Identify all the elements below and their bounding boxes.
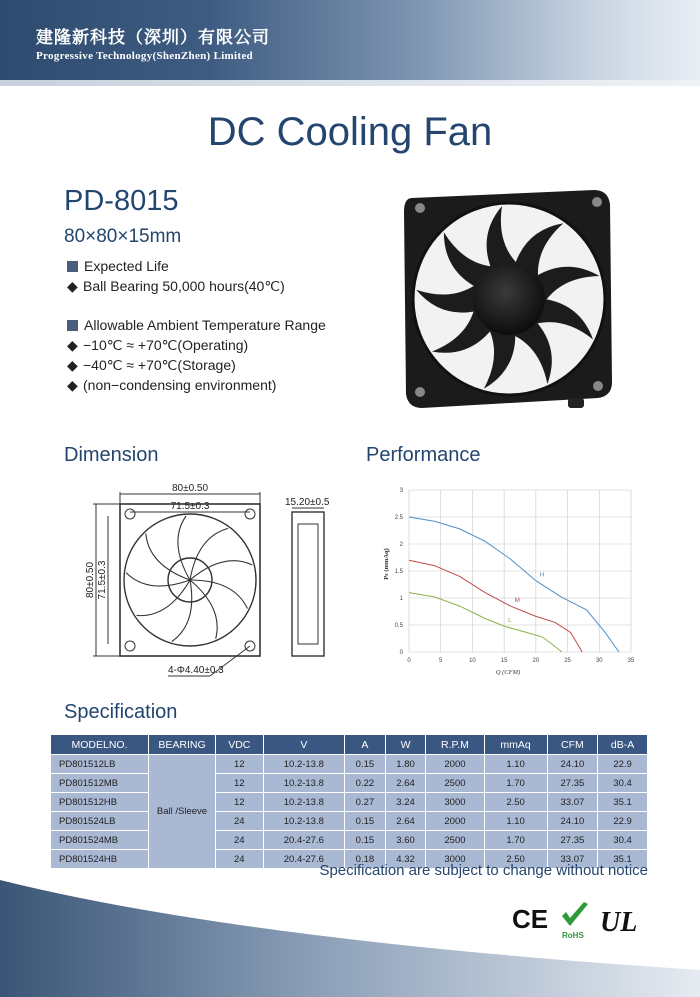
- col-header: dB-A: [598, 735, 648, 755]
- table-row: PD801512LB Ball /Sleeve 12 10.2-13.8 0.15 1.80 2000 1.10 24.10 22.9: [51, 755, 648, 774]
- feature-item: ◆ −10℃ ≈ +70℃(Operating): [67, 337, 249, 353]
- diamond-bullet-icon: ◆: [67, 377, 78, 393]
- col-header: A: [345, 735, 386, 755]
- model-number: PD-8015: [64, 185, 179, 217]
- y-tick-label: 1.5: [394, 569, 403, 575]
- chart-xlabel: Q (CFM): [495, 669, 521, 676]
- performance-heading: Performance: [366, 444, 481, 466]
- series-label-M: M: [514, 597, 520, 605]
- y-tick-label: 3: [399, 488, 403, 494]
- model-cell: PD801524LB: [51, 812, 149, 831]
- dimension-hole-spacing-x: 71.5±0.3: [170, 501, 210, 512]
- y-tick-label: 0.5: [394, 623, 403, 629]
- x-tick-label: 15: [500, 658, 508, 664]
- col-header: mmAq: [484, 735, 547, 755]
- specification-table: [50, 734, 648, 869]
- dimension-thickness: 15.20±0.5: [285, 497, 330, 508]
- chart-grid: [409, 490, 631, 652]
- x-tick-label: 25: [564, 658, 571, 664]
- y-tick-label: 0: [399, 650, 403, 656]
- performance-chart: [378, 482, 640, 678]
- series-line-L: [409, 593, 562, 652]
- square-bullet-icon: [67, 261, 78, 272]
- model-cell: PD801512LB: [51, 755, 149, 774]
- diamond-bullet-icon: ◆: [67, 357, 78, 373]
- chart-ticks: [395, 488, 635, 664]
- dimension-drawing: [60, 480, 340, 690]
- disclaimer-notice: Specification are subject to change without notice: [319, 862, 648, 879]
- x-tick-label: 5: [439, 658, 443, 664]
- company-name-en: Progressive Technology(ShenZhen) Limited: [36, 50, 253, 62]
- rohs-label: RoHS: [562, 931, 584, 940]
- y-tick-label: 1: [399, 596, 403, 602]
- col-header: V: [263, 735, 345, 755]
- col-header: MODELNO.: [51, 735, 149, 755]
- specification-heading: Specification: [64, 701, 178, 723]
- x-tick-label: 20: [532, 658, 540, 664]
- series-line-M: [409, 560, 582, 652]
- series-label-H: H: [539, 571, 545, 579]
- square-bullet-icon: [67, 320, 78, 331]
- x-tick-label: 10: [469, 658, 476, 664]
- dimension-holes: 4-Φ4.40±0.3: [168, 665, 224, 676]
- col-header: R.P.M: [426, 735, 484, 755]
- table-row: PD801524MB 24 20.4-27.6 0.15 3.60 2500 1.70 27.35 30.4: [51, 831, 648, 850]
- dimension-outer-height: 80±0.50: [85, 561, 96, 599]
- rohs-check-icon: [562, 902, 588, 940]
- table-row: PD801524HB 24 20.4-27.6 0.18 4.32 3000 2.50 33.07 35.1: [51, 850, 648, 869]
- col-header: W: [385, 735, 426, 755]
- bearing-cell: Ball /Sleeve: [149, 755, 216, 869]
- x-tick-label: 0: [407, 658, 411, 664]
- table-header-row: [51, 735, 648, 755]
- model-cell: PD801524HB: [51, 850, 149, 869]
- fan-product-image: [398, 186, 620, 412]
- y-tick-label: 2: [399, 542, 403, 548]
- model-cell: PD801512HB: [51, 793, 149, 812]
- x-tick-label: 30: [595, 658, 603, 664]
- dimension-outer-width: 80±0.50: [171, 483, 209, 494]
- feature-item: Expected Life: [67, 258, 169, 274]
- fan-size: 80×80×15mm: [64, 226, 182, 247]
- header-divider: [0, 80, 700, 86]
- y-tick-label: 2.5: [394, 515, 403, 521]
- feature-item: Allowable Ambient Temperature Range: [67, 317, 326, 333]
- dimension-heading: Dimension: [64, 444, 159, 466]
- col-header: CFM: [547, 735, 598, 755]
- feature-item: ◆ (non−condensing environment): [67, 377, 277, 393]
- ce-mark-icon: CE: [512, 904, 549, 934]
- col-header: BEARING: [149, 735, 216, 755]
- table-row: PD801512MB 12 10.2-13.8 0.22 2.64 2500 1.70 27.35 30.4: [51, 774, 648, 793]
- feature-item: ◆ −40℃ ≈ +70℃(Storage): [67, 357, 236, 373]
- diamond-bullet-icon: ◆: [67, 278, 78, 294]
- model-cell: PD801524MB: [51, 831, 149, 850]
- page-title: DC Cooling Fan: [207, 110, 493, 154]
- chart-ylabel: Ps (mmAq): [383, 548, 390, 580]
- table-row: PD801512HB 12 10.2-13.8 0.27 3.24 3000 2.50 33.07 35.1: [51, 793, 648, 812]
- dimension-hole-spacing-y: 71.5±0.3: [97, 560, 108, 600]
- table-row: PD801524LB 24 10.2-13.8 0.15 2.64 2000 1.10 24.10 22.9: [51, 812, 648, 831]
- company-name-cn: 建隆新科技（深圳）有限公司: [36, 28, 270, 48]
- col-header: VDC: [216, 735, 264, 755]
- series-label-L: L: [508, 617, 512, 625]
- certification-logos: [512, 898, 652, 942]
- ul-mark-icon: [600, 907, 637, 938]
- x-tick-label: 35: [627, 658, 635, 664]
- svg-text:UL: UL: [600, 907, 638, 938]
- diamond-bullet-icon: ◆: [67, 337, 78, 353]
- model-cell: PD801512MB: [51, 774, 149, 793]
- feature-item: ◆ Ball Bearing 50,000 hours(40℃): [67, 278, 285, 294]
